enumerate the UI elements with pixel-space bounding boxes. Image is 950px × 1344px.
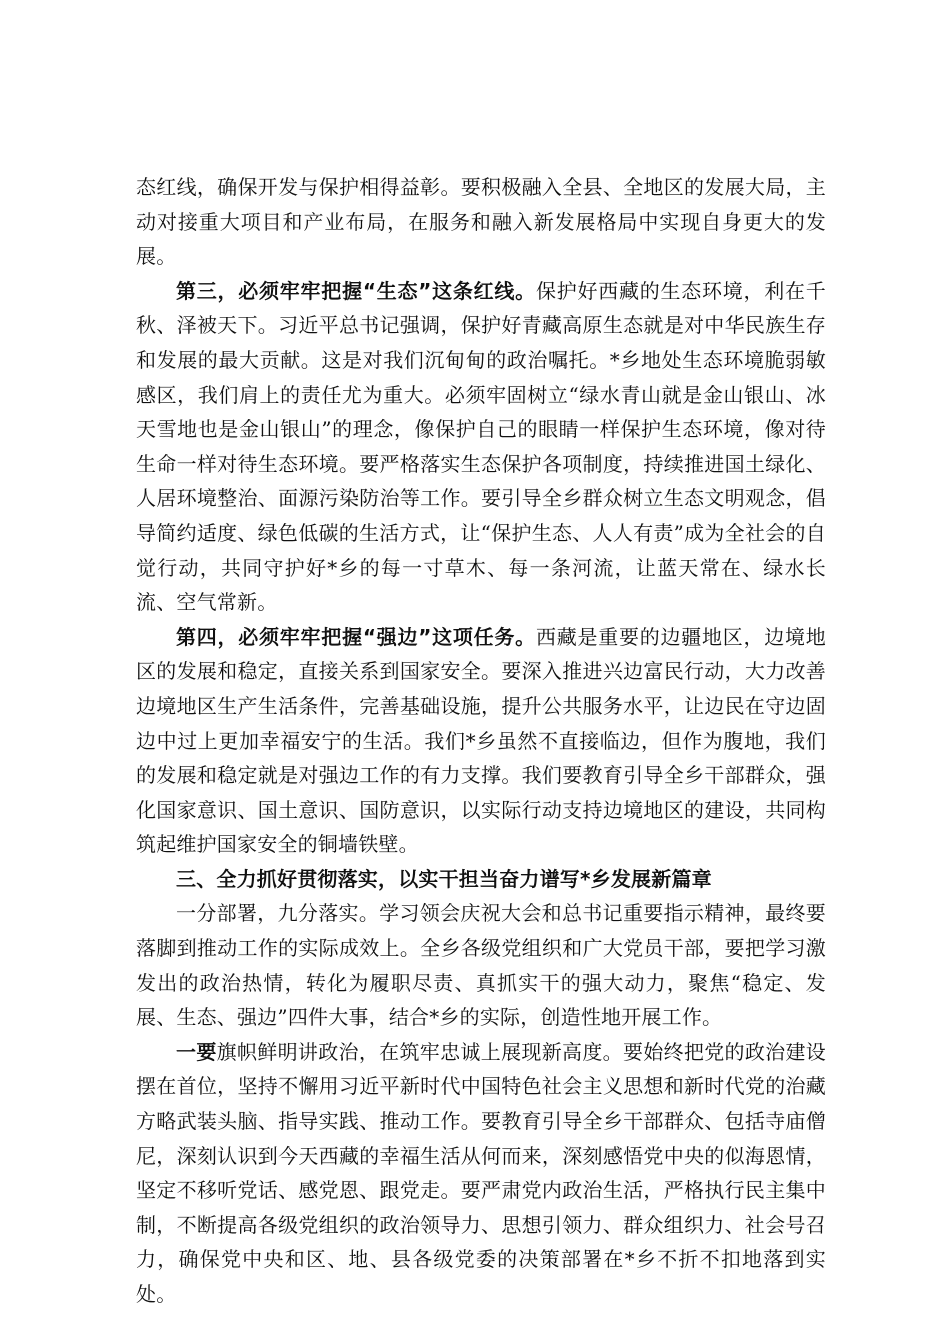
paragraph-border-lead: 第四，必须牢牢把握“强边”这项任务。 <box>176 624 536 649</box>
paragraph-implementation: 一分部署，九分落实。学习领会庆祝大会和总书记重要指示精神，最终要落脚到推动工作的实际成效上。全乡各级党组织和广大党员干部，要把学习激发出的政治热情，转化为履职尽责、真抓实干的强大动力，聚焦“稳定、发展、生态、强边”四件大事，结合*乡的实际，创造性地开展工作。 <box>136 901 826 1030</box>
paragraph-border-body: 西藏是重要的边疆地区，边境地区的发展和稳定，直接关系到国家安全。要深入推进兴边富民行动，大力改善边境地区生产生活条件，完善基础设施，提升公共服务水平，让边民在守边固边中过上更加幸福安宁的生活。我们*乡虽然不直接临边，但作为腹地，我们的发展和稳定就是对强边工作的有力支撑。我们要教育引导全乡干部群众，强化国家意识、国土意识、国防意识，以实际行动支持边境地区的建设，共同构筑起维护国家安全的铜墙铁壁。 <box>136 624 826 857</box>
paragraph-border <box>136 620 826 862</box>
paragraph-ecology-body: 保护好西藏的生态环境，利在千秋、泽被天下。习近平总书记强调，保护好青藏高原生态就是对中华民族生存和发展的最大贡献。这是对我们沉甸甸的政治嘱托。*乡地处生态环境脆弱敏感区，我们肩上的责任尤为重大。必须牢固树立“绿水青山就是金山银山、冰天雪地也是金山银山”的理念，像保护自己的眼睛一样保护生态环境，像对待生命一样对待生态环境。要严格落实生态保护各项制度，持续推进国土绿化、人居环境整治、面源污染防治等工作。要引导全乡群众树立生态文明观念，倡导简约适度、绿色低碳的生活方式，让“保护生态、人人有责”成为全社会的自觉行动，共同守护好*乡的每一寸草木、每一条河流，让蓝天常在、绿水长流、空气常新。 <box>136 278 826 615</box>
paragraph-ecology-lead: 第三，必须牢牢把握“生态”这条红线。 <box>176 278 536 303</box>
paragraph-politics-body: 旗帜鲜明讲政治，在筑牢忠诚上展现新高度。要始终把党的政治建设摆在首位，坚持不懈用习近平新时代中国特色社会主义思想和新时代党的治藏方略武装头脑、指导实践、推动工作。要教育引导全乡干部群众、包括寺庙僧尼，深刻认识到今天西藏的幸福生活从何而来，深刻感悟党中央的似海恩情，坚定不移听党话、感党恩、跟党走。要严肃党内政治生活，严格执行民主集中制，不断提高各级党组织的政治领导力、思想引领力、群众组织力、社会号召力，确保党中央和区、地、县各级党委的决策部署在*乡不折不扣地落到实处。 <box>136 1039 827 1306</box>
paragraph-politics <box>136 1035 826 1312</box>
paragraph-ecology <box>136 274 826 620</box>
paragraph-politics-lead: 一要 <box>176 1039 217 1064</box>
paragraph-continuation: 态红线，确保开发与保护相得益彰。要积极融入全县、全地区的发展大局，主动对接重大项目和产业布局，在服务和融入新发展格局中实现自身更大的发展。 <box>136 175 826 269</box>
section-heading: 三、全力抓好贯彻落实，以实干担当奋力谱写*乡发展新篇章 <box>176 866 712 891</box>
document-body <box>136 170 826 1312</box>
